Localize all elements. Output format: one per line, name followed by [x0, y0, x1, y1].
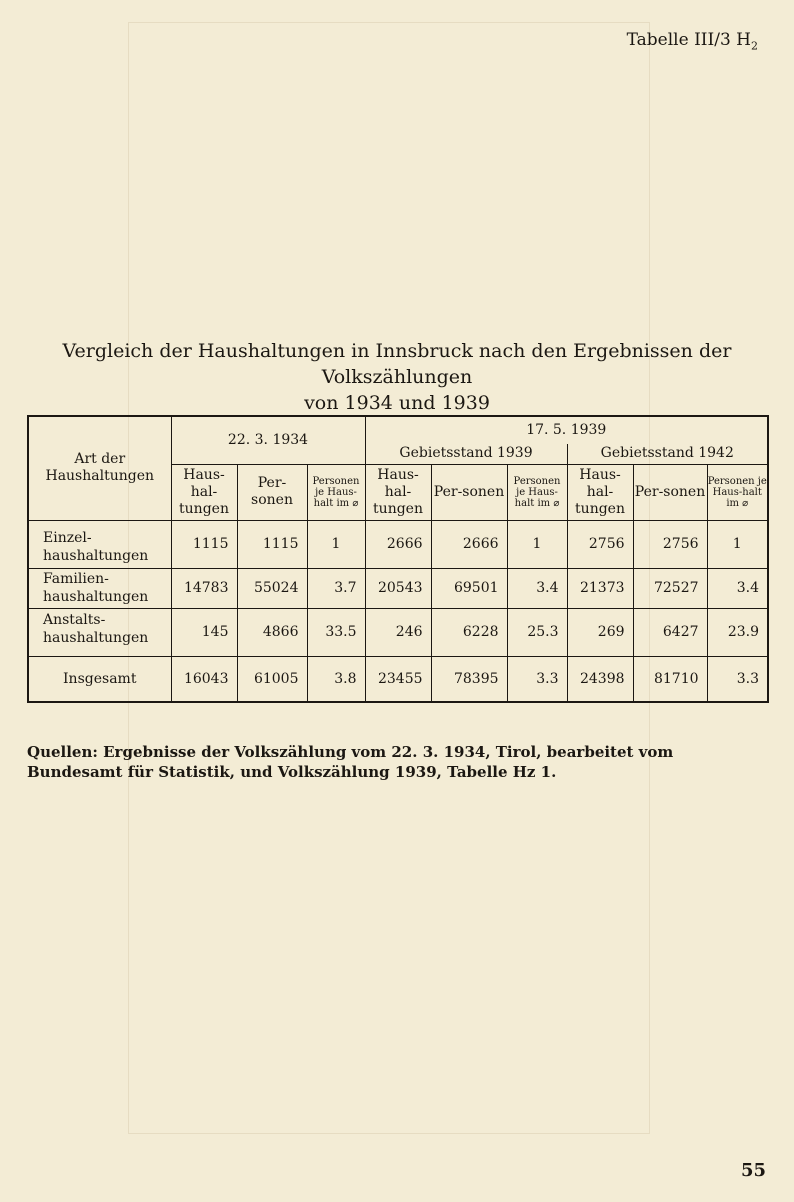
- cell: 3.4: [507, 568, 567, 608]
- col-personen-1942: Per-sonen: [633, 464, 707, 520]
- cell: 1: [507, 520, 567, 568]
- cell: 14783: [171, 568, 237, 608]
- group-header-1934: 22. 3. 1934: [171, 416, 365, 464]
- cell: 3.3: [707, 656, 768, 702]
- col-je-haushalt-1939: Personen je Haus-halt im ⌀: [507, 464, 567, 520]
- col-personen-1939: Per-sonen: [431, 464, 507, 520]
- cell: 6427: [633, 608, 707, 656]
- cell: 3.8: [307, 656, 365, 702]
- cell: 20543: [365, 568, 431, 608]
- cell: 1115: [171, 520, 237, 568]
- cell: 69501: [431, 568, 507, 608]
- cell: 269: [567, 608, 633, 656]
- table-row: [28, 568, 768, 608]
- table-title-line-1: Vergleich der Haushaltungen in Innsbruck nach den Ergebnissen der Volkszählungen: [62, 340, 732, 388]
- subgroup-header-1942: Gebietsstand 1942: [567, 444, 768, 464]
- cell: 23455: [365, 656, 431, 702]
- page-number: 55: [740, 1160, 766, 1181]
- total-label: Insgesamt: [28, 656, 171, 702]
- cell: 3.4: [707, 568, 768, 608]
- cell: 1: [307, 520, 365, 568]
- cell: 33.5: [307, 608, 365, 656]
- cell: 3.7: [307, 568, 365, 608]
- cell: 4866: [237, 608, 307, 656]
- sources-note: Quellen: Ergebnisse der Volkszählung vom 22. 3. 1934, Tirol, bearbeitet vom Bundesamt für Statistik, und Volkszählung 1939, Tabelle Hz 1.: [27, 743, 674, 781]
- cell: 55024: [237, 568, 307, 608]
- cell: 1: [707, 520, 768, 568]
- row-label: Familien-haushaltungen: [28, 568, 171, 608]
- cell: 78395: [431, 656, 507, 702]
- row-label: Anstalts-haushaltungen: [28, 608, 171, 656]
- col-haushaltungen-1942: Haus-hal-tungen: [567, 464, 633, 520]
- cell: 25.3: [507, 608, 567, 656]
- households-table: [27, 415, 769, 703]
- row-label: Einzel-haushaltungen: [28, 520, 171, 568]
- col-haushaltungen-1934: Haus-hal-tungen: [171, 464, 237, 520]
- cell: 81710: [633, 656, 707, 702]
- cell: 61005: [237, 656, 307, 702]
- cell: 6228: [431, 608, 507, 656]
- cell: 2756: [567, 520, 633, 568]
- table-title: [20, 338, 774, 416]
- cell: 2666: [431, 520, 507, 568]
- cell: 16043: [171, 656, 237, 702]
- col-je-haushalt-1934: Personen je Haus-halt im ⌀: [307, 464, 365, 520]
- cell: 1115: [237, 520, 307, 568]
- table-title-line-2: von 1934 und 1939: [304, 392, 490, 414]
- col-je-haushalt-1942: Personen je Haus-halt im ⌀: [707, 464, 768, 520]
- cell: 2756: [633, 520, 707, 568]
- cell: 21373: [567, 568, 633, 608]
- cell: 24398: [567, 656, 633, 702]
- cell: 145: [171, 608, 237, 656]
- cell: 72527: [633, 568, 707, 608]
- group-header-1939: 17. 5. 1939: [365, 416, 768, 444]
- cell: 3.3: [507, 656, 567, 702]
- cell: 246: [365, 608, 431, 656]
- col-haushaltungen-1939: Haus-hal-tungen: [365, 464, 431, 520]
- cell: 23.9: [707, 608, 768, 656]
- cell: 2666: [365, 520, 431, 568]
- col-personen-1934: Per-sonen: [237, 464, 307, 520]
- row-header: Art der Haushaltungen: [28, 416, 171, 520]
- table-row: [28, 608, 768, 656]
- subgroup-header-1939: Gebietsstand 1939: [365, 444, 567, 464]
- total-row: [28, 656, 768, 702]
- table-row: [28, 520, 768, 568]
- table-reference: Tabelle III/3 $H_2$: [626, 30, 758, 53]
